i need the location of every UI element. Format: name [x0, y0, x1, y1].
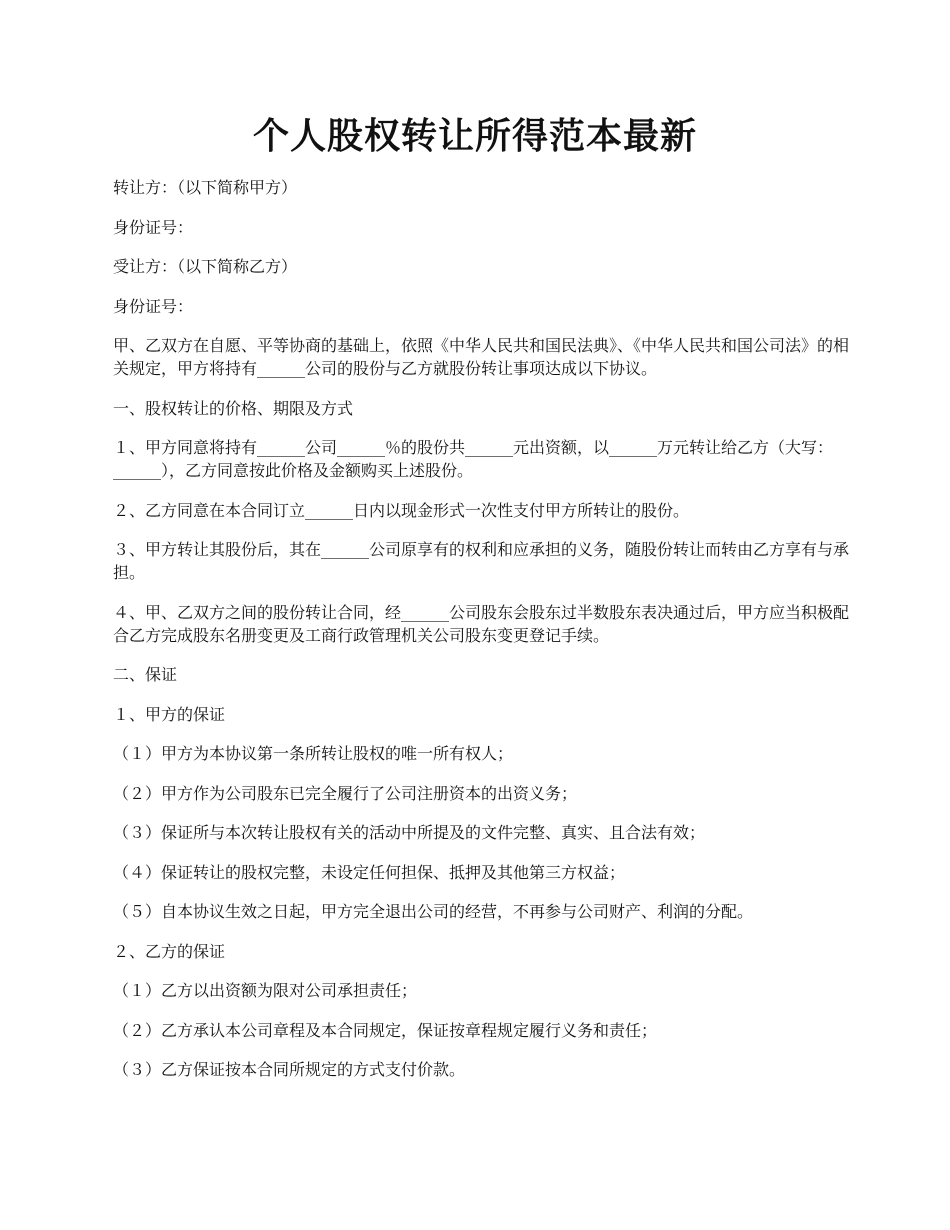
guarantee-a-1: （１）甲方为本协议第一条所转让股权的唯一所有权人； [113, 744, 514, 763]
guarantee-a-2: （２）甲方作为公司股东已完全履行了公司注册资本的出资义务； [113, 783, 578, 803]
document-body [113, 176, 853, 1098]
clause-1-1: １、甲方同意将持有______公司______％的股份共______元出资额，以______万元转让给乙方（大写：______），乙方同意按此价格及金额购买上述股份。 [113, 438, 834, 480]
clause-1-3: ３、甲方转让其股份后，其在______公司原享有的权利和应承担的义务，随股份转让而转由乙方享有与承担。 [113, 540, 850, 582]
guarantee-b-2: （２）乙方承认本公司章程及本合同规定，保证按章程规定履行义务和责任； [113, 1020, 658, 1040]
clause-1-2: ２、乙方同意在本合同订立______日内以现金形式一次性支付甲方所转让的股份。 [113, 500, 690, 520]
paragraph-transferee-id: 身份证号： [113, 296, 194, 316]
document-title: 个人股权转让所得范本最新 [252, 115, 697, 157]
section-heading-price: 一、股权转让的价格、期限及方式 [113, 398, 354, 418]
paragraph-transferor-id: 身份证号： [113, 217, 194, 237]
guarantee-a-3: （３）保证所与本次转让股权有关的活动中所提及的文件完整、真实、且合法有效； [113, 823, 706, 842]
subsection-party-a-guarantee: １、甲方的保证 [113, 704, 226, 724]
guarantee-a-4: （４）保证转让的股权完整，未设定任何担保、抵押及其他第三方权益； [113, 862, 626, 882]
clause-1-4: ４、甲、乙双方之间的股份转让合同，经______公司股东会股东过半数股东表决通过后，甲方应当积极配合乙方完成股东名册变更及工商行政管理机关公司股东变更登记手续。 [113, 602, 850, 645]
paragraph-transferee: 受让方：（以下简称乙方） [113, 257, 298, 276]
guarantee-b-3: （３）乙方保证按本合同所规定的方式支付价款。 [113, 1060, 466, 1079]
guarantee-a-5: （５）自本协议生效之日起，甲方完全退出公司的经营，不再参与公司财产、利润的分配。 [113, 902, 754, 921]
guarantee-b-1: （１）乙方以出资额为限对公司承担责任； [113, 981, 418, 1000]
section-heading-guarantee: 二、保证 [113, 665, 178, 684]
paragraph-preamble: 甲、乙双方在自愿、平等协商的基础上，依照《中华人民共和国民法典》、《中华人民共和国公司法》的相关规定，甲方将持有______公司的股份与乙方就股份转让事项达成以下协议。 [113, 336, 850, 378]
subsection-party-b-guarantee: ２、乙方的保证 [113, 941, 226, 961]
paragraph-transferor: 转让方：（以下简称甲方） [113, 178, 298, 197]
